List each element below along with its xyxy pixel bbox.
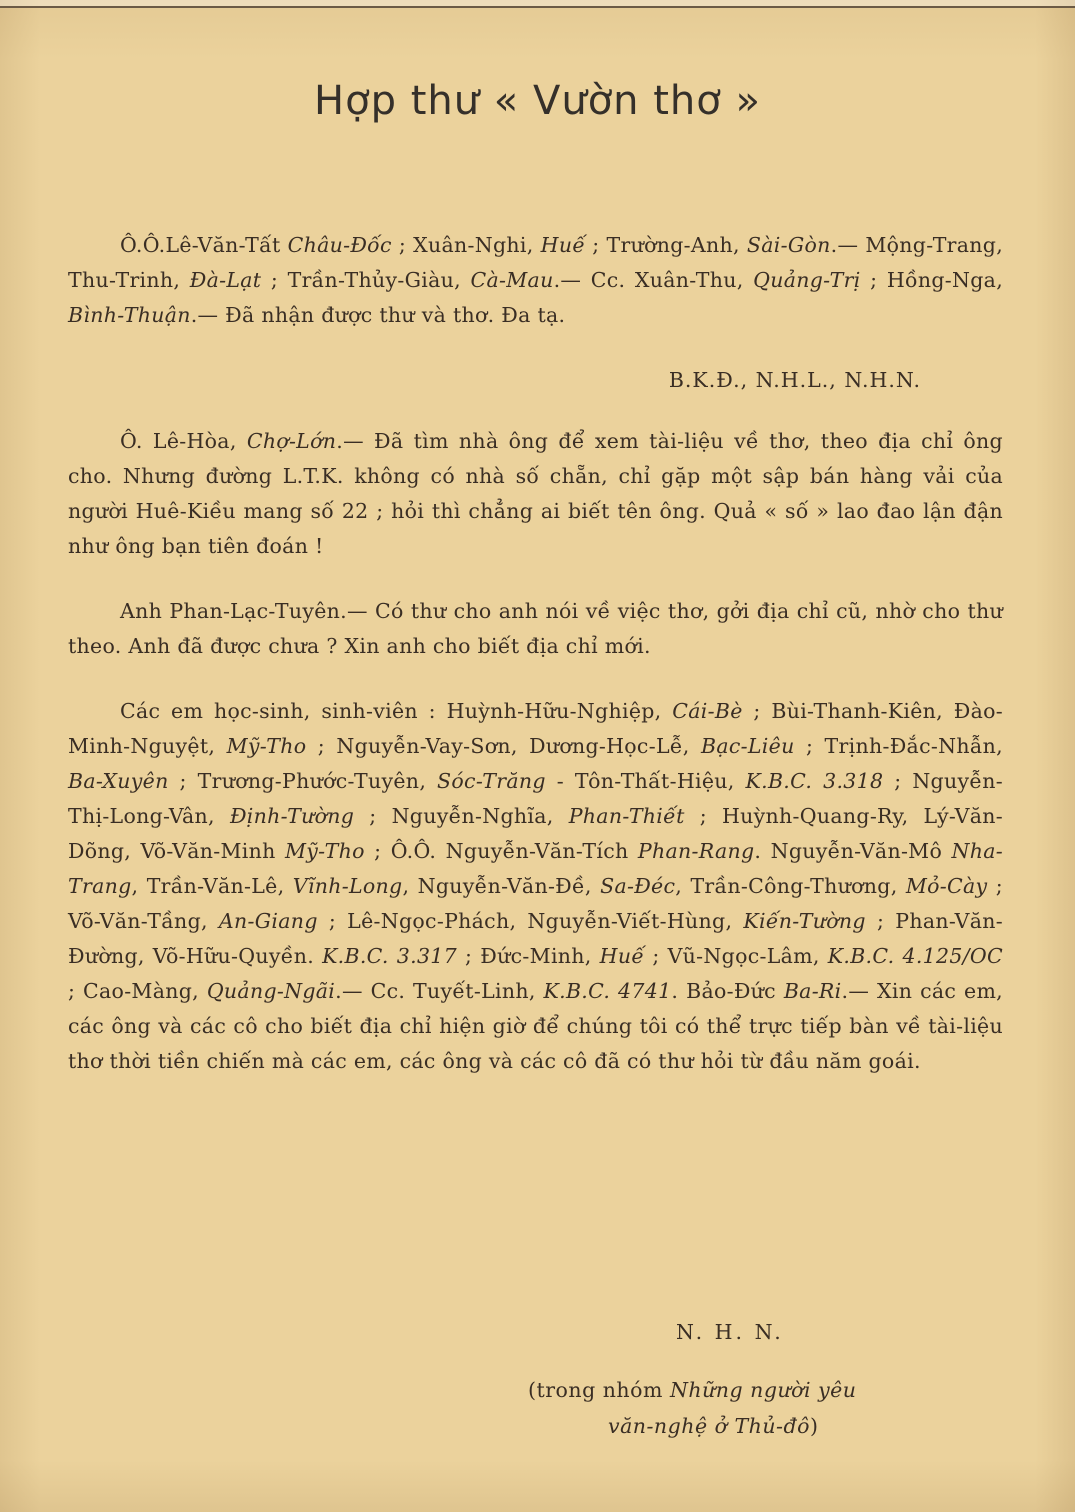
place-name: Ba-Ri bbox=[783, 979, 842, 1003]
text-run: , Trần-Văn-Lê, bbox=[131, 874, 293, 898]
text-run: ; Đức-Minh, bbox=[456, 944, 600, 968]
place-name: Bình-Thuận bbox=[68, 303, 191, 327]
text-run: ; Trần-Thủy-Giàu, bbox=[261, 268, 471, 292]
place-name: Nha-Trang bbox=[68, 839, 1003, 898]
place-name: Cái-Bè bbox=[672, 699, 743, 723]
text-run: Các em học-sinh, sinh-viên : Huỳnh-Hữu-Nghiệp, bbox=[120, 699, 673, 723]
place-name: Huế bbox=[599, 944, 645, 968]
place-name: Mỹ-Tho bbox=[226, 734, 307, 758]
text-run: Ô.Ô.Lê-Văn-Tất bbox=[120, 233, 288, 257]
text-run: .— Mộng-Trang, Thu-Trinh, bbox=[68, 233, 1004, 292]
place-name: K.B.C. 4741 bbox=[543, 979, 672, 1003]
paragraph-1 bbox=[68, 228, 1003, 333]
text-run: ; Hồng-Nga, bbox=[860, 268, 1004, 292]
place-name: Bạc-Liêu bbox=[700, 734, 795, 758]
signature: N. H. N. bbox=[676, 1320, 784, 1344]
paragraph-3: Anh Phan-Lạc-Tuyên.— Có thư cho anh nói về việc thơ, gởi địa chỉ cũ, nhờ cho thư theo. Anh đã được chưa ? Xin anh cho biết địa chỉ mới. bbox=[68, 599, 1003, 658]
text-run: ; Ô.Ô. Nguyễn-Văn-Tích bbox=[364, 839, 638, 863]
place-name: Vĩnh-Long bbox=[292, 874, 403, 898]
credit-line bbox=[528, 1372, 856, 1444]
place-name: Kiến-Tường bbox=[743, 909, 866, 933]
place-name: Mỹ-Tho bbox=[285, 839, 365, 863]
text-run: ) bbox=[809, 1414, 819, 1438]
text-run: ; Phan-Văn-Đường, Võ-Hữu-Quyền. bbox=[68, 909, 1003, 968]
text-run: .— Cc. Xuân-Thu, bbox=[553, 268, 754, 292]
place-name: Ba-Xuyên bbox=[68, 769, 169, 793]
place-name: K.B.C. 3.318 bbox=[745, 769, 884, 793]
place-name: Sóc-Trăng bbox=[437, 769, 546, 793]
text-run: .— Cc. Tuyết-Linh, bbox=[335, 979, 544, 1003]
spacer bbox=[68, 664, 1003, 694]
text-run: , Nguyễn-Văn-Đề, bbox=[402, 874, 601, 898]
text-run: ; Trương-Phước-Tuyên, bbox=[168, 769, 438, 793]
text-run: Ô. Lê-Hòa, bbox=[120, 429, 247, 453]
place-name: Định-Tường bbox=[229, 804, 355, 828]
place-name: Đà-Lạt bbox=[189, 268, 262, 292]
place-name: Quảng-Ngãi bbox=[206, 979, 336, 1003]
group-name: văn-nghệ ở Thủ-đô bbox=[608, 1414, 810, 1438]
place-name: Mỏ-Cày bbox=[905, 874, 988, 898]
text-run: ; Võ-Văn-Tầng, bbox=[68, 874, 1004, 933]
signature-initials: B.K.Đ., N.H.L., N.H.N. bbox=[668, 368, 921, 392]
place-name: Huế bbox=[540, 233, 586, 257]
place-name: Phan-Thiết bbox=[568, 804, 685, 828]
text-run: ; Xuân-Nghi, bbox=[391, 233, 541, 257]
place-name: Quảng-Trị bbox=[753, 268, 861, 292]
place-name: Phan-Rang bbox=[637, 839, 755, 863]
text-run: ; Vũ-Ngọc-Lâm, bbox=[644, 944, 828, 968]
spacer bbox=[68, 333, 1003, 363]
text-run: ; Huỳnh-Quang-Ry, Lý-Văn-Dõng, Võ-Văn-Minh bbox=[68, 804, 1004, 863]
place-name: K.B.C. 4.125/OC bbox=[827, 944, 1003, 968]
spacer bbox=[68, 398, 1003, 424]
text-run: ; Trường-Anh, bbox=[585, 233, 747, 257]
place-name: K.B.C. 3.317 bbox=[322, 944, 457, 968]
text-run: .— Đã nhận được thư và thơ. Đa tạ. bbox=[190, 303, 566, 327]
place-name: An-Giang bbox=[218, 909, 318, 933]
text-run: , Trần-Công-Thương, bbox=[675, 874, 906, 898]
place-name: Sa-Đéc bbox=[600, 874, 676, 898]
text-run: ; Nguyễn-Nghĩa, bbox=[354, 804, 569, 828]
place-name: Chợ-Lớn bbox=[246, 429, 337, 453]
text-run: . Nguyễn-Văn-Mô bbox=[754, 839, 952, 863]
page-title: Hợp thư « Vườn thơ » bbox=[314, 78, 761, 124]
credit-line-2 bbox=[528, 1408, 856, 1444]
article-body bbox=[68, 228, 1003, 1079]
text-run: ; Nguyễn-Thị-Long-Vân, bbox=[68, 769, 1004, 828]
text-run: ; Bùi-Thanh-Kiên, Đào-Minh-Nguyệt, bbox=[68, 699, 1003, 758]
place-name: Châu-Đốc bbox=[287, 233, 392, 257]
text-run: . Bảo-Đức bbox=[671, 979, 784, 1003]
paragraph-4 bbox=[68, 694, 1003, 1079]
spacer bbox=[68, 564, 1003, 594]
text-run: ; Nguyễn-Vay-Sơn, Dương-Học-Lễ, bbox=[306, 734, 701, 758]
group-name: Những người yêu bbox=[669, 1378, 857, 1402]
place-name: Sài-Gòn bbox=[746, 233, 831, 257]
text-run: ; Lê-Ngọc-Phách, Nguyễn-Viết-Hùng, bbox=[317, 909, 744, 933]
text-run: ; Trịnh-Đắc-Nhẫn, bbox=[794, 734, 1003, 758]
text-run: .— Đã tìm nhà ông để xem tài-liệu về thơ, theo địa chỉ ông cho. Nhưng đường L.T.K. không có nhà số chẵn, chỉ gặp một sập bán hàng vải của người Huê-Kiều mang số 22 ; hỏi thì chẳng ai biết tên ông. Quả « số » lao đao lận đận như ông bạn tiên đoán ! bbox=[68, 429, 1003, 558]
paragraph-2 bbox=[68, 424, 1003, 564]
top-rule bbox=[0, 0, 1075, 8]
text-run: ; Cao-Màng, bbox=[68, 979, 207, 1003]
text-run: (trong nhóm bbox=[528, 1378, 670, 1402]
text-run: .— Xin các em, các ông và các cô cho biết địa chỉ hiện giờ để chúng tôi có thể trực tiếp bàn về tài-liệu thơ thời tiền chiến mà các em, các ông và các cô đã có thư hỏi từ đầu năm goái. bbox=[68, 979, 1003, 1073]
text-run: - Tôn-Thất-Hiệu, bbox=[545, 769, 746, 793]
place-name: Cà-Mau bbox=[470, 268, 554, 292]
